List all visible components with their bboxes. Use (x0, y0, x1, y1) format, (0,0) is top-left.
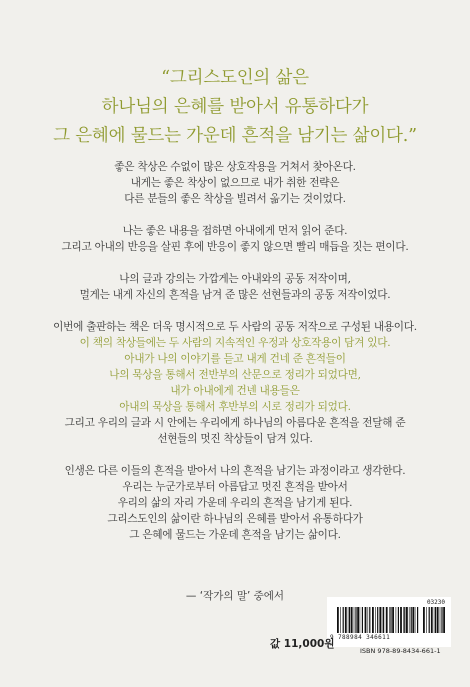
paragraph-gap (0, 255, 470, 271)
paragraph (0, 463, 470, 543)
barcode-bar (345, 607, 347, 633)
barcode-bar (443, 607, 445, 633)
barcode-bar (348, 607, 349, 633)
text-line: 다른 분들의 좋은 착상을 빌려서 옮기는 것이었다. (124, 193, 346, 205)
text-line: 그리스도인의 삶이란 하나님의 은혜를 받아서 유통하다가 (107, 513, 363, 525)
text-line: 나의 묵상을 통해서 전반부의 산문으로 정리가 되었다면, (109, 369, 361, 381)
barcode-bar (337, 607, 339, 633)
text-line: 멀게는 내게 자신의 흔적을 남겨 준 많은 선현들과의 공동 저작이었다. (79, 289, 391, 301)
quote-line-1: “그리스도인의 삶은 (161, 68, 309, 88)
barcode-bar (379, 607, 381, 633)
barcode-bar (351, 607, 353, 633)
barcode-bar (382, 607, 383, 633)
text-line: 우리의 삶의 자리 가운데 우리의 흔적을 남기게 된다. (117, 497, 353, 509)
text-line: 그리고 아내의 반응을 살핀 후에 반응이 좋지 않으면 빨리 매듭을 짓는 편이다. (61, 241, 409, 253)
barcode-bar (396, 607, 397, 633)
barcode-bar (362, 607, 363, 633)
barcode-bar (431, 607, 433, 633)
isbn-number: ISBN 978-89-8434-661-1 (360, 647, 441, 655)
barcode-bar (417, 607, 418, 633)
paragraph (0, 271, 470, 303)
barcode-bar (340, 607, 341, 633)
epigraph-quote (0, 64, 470, 151)
text-line: 우리는 누군가로부터 아름답고 멋진 흔적을 받아서 (122, 481, 348, 493)
barcode-bar (343, 607, 344, 633)
text-line: 아내가 나의 이야기를 듣고 내게 건네 준 흔적들이 (124, 353, 346, 365)
barcode-bars (337, 607, 419, 633)
barcode-bar (406, 607, 408, 633)
barcode-bar (434, 607, 435, 633)
barcode-bar (404, 607, 405, 633)
barcode-bar (423, 607, 425, 633)
barcode-bar (372, 607, 374, 633)
barcode-bar (392, 607, 394, 633)
barcode-bar (411, 607, 412, 633)
text-line: 내게는 좋은 착상이 없으므로 내가 취한 전략은 (130, 177, 340, 189)
barcode-bar (365, 607, 367, 633)
text-line: 이번에 출판하는 책은 더욱 명시적으로 두 사람의 공동 저작으로 구성된 내용이다. (53, 321, 417, 333)
barcode-bar (360, 607, 361, 633)
text-line: 나는 좋은 내용을 접하면 아내에게 먼저 읽어 준다. (122, 225, 348, 237)
text-line: 선현들의 멋진 착상들이 담겨 있다. (157, 433, 313, 445)
quote-line-3: 그 은혜에 물드는 가운데 흔적을 남기는 삶이다.” (53, 126, 417, 146)
barcode-bar (383, 607, 384, 633)
barcode-bar (403, 607, 404, 633)
barcode-bar (354, 607, 355, 633)
barcode-bar (375, 607, 376, 633)
barcode-bar (355, 607, 356, 633)
text-line: 좋은 착상은 수없이 많은 상호작용을 거쳐서 찾아온다. (114, 161, 356, 173)
barcode-ean-digits: 9 788984 346611 (330, 634, 391, 641)
paragraph-gap (0, 303, 470, 319)
text-line: 나의 글과 강의는 가깝게는 아내와의 공동 저작이며, (119, 273, 351, 285)
barcode-bar (440, 607, 441, 633)
barcode-bar (435, 607, 436, 633)
paragraph (0, 319, 470, 447)
barcode-addon-bars (423, 607, 445, 633)
text-line: 인생은 다른 이들의 흔적을 받아서 나의 흔적을 남기는 과정이라고 생각한다. (64, 465, 406, 477)
text-line: 내가 아내에게 건넨 내용들은 (170, 385, 300, 397)
barcode-bar (437, 607, 439, 633)
barcode-addon-digits: 03230 (426, 599, 445, 606)
barcode-bar (377, 607, 378, 633)
paragraph (0, 159, 470, 207)
source-attribution: — ‘작가의 말’ 중에서 (185, 590, 285, 602)
barcode-bar (390, 607, 391, 633)
barcode-bar (369, 607, 370, 633)
quote-line-2: 하나님의 은혜를 받아서 유통하다가 (101, 97, 369, 117)
paragraph (0, 223, 470, 255)
barcode-bar (441, 607, 442, 633)
barcode-bar (386, 607, 388, 633)
text-line: 아내의 묵상을 통해서 후반부의 시로 정리가 되었다. (119, 401, 351, 413)
barcode-bar (412, 607, 414, 633)
barcode-bar (368, 607, 369, 633)
barcode-bar (426, 607, 427, 633)
barcode-bar (409, 607, 410, 633)
barcode-bar (415, 607, 416, 633)
blurb-body (0, 159, 470, 543)
barcode-bar (349, 607, 350, 633)
price: 값 11,000원 (270, 638, 335, 650)
text-line: 그리고 우리의 글과 시 안에는 우리에게 하나님의 아름다운 흔적을 전달해 준 (64, 417, 406, 429)
barcode-bar (400, 607, 402, 633)
barcode-bar (398, 607, 399, 633)
text-line: 이 책의 착상들에는 두 사람의 지속적인 우정과 상호작용이 담겨 있다. (79, 337, 391, 349)
isbn-barcode (327, 597, 451, 647)
barcode-bar (389, 607, 390, 633)
text-line: 그 은혜에 물드는 가운데 흔적을 남기는 삶이다. (129, 529, 341, 541)
barcode-bar (429, 607, 430, 633)
barcode-bar (357, 607, 359, 633)
paragraph-gap (0, 447, 470, 463)
paragraph-gap (0, 207, 470, 223)
